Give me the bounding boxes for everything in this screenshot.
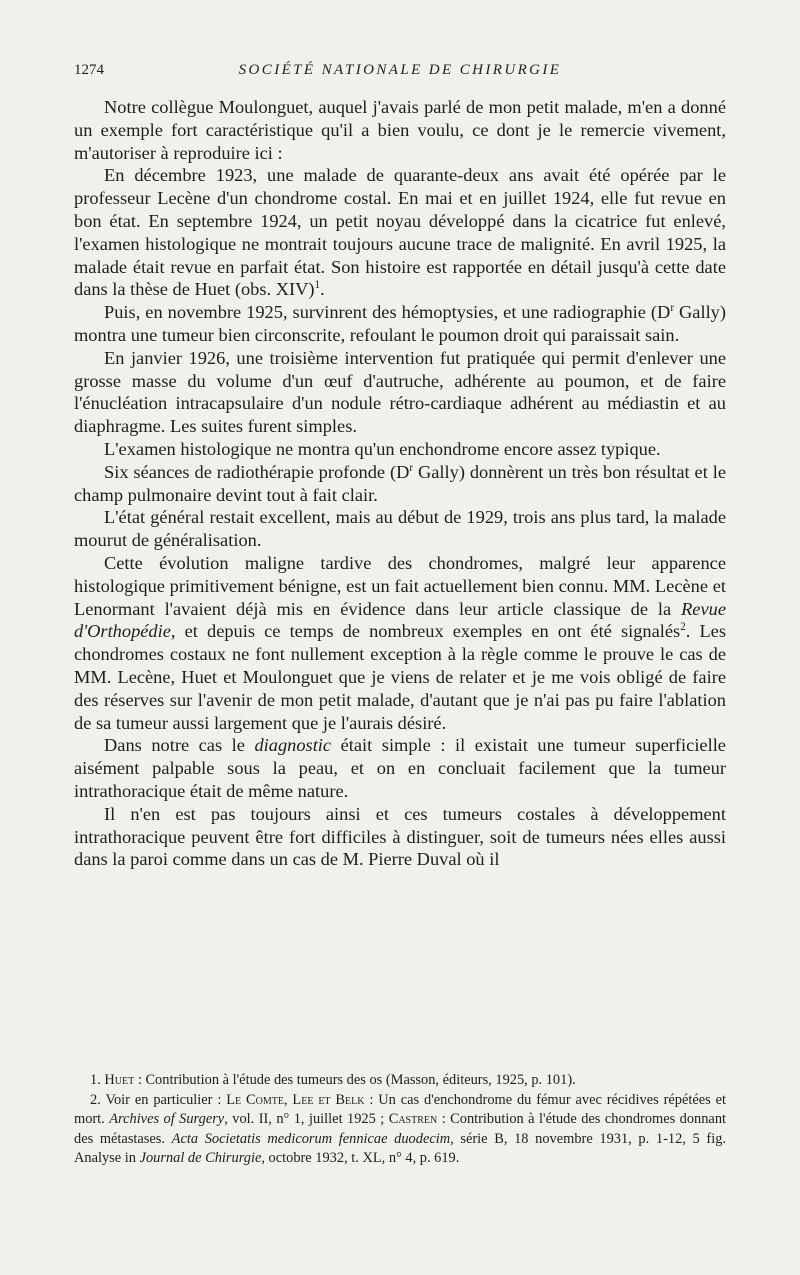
footnote-text: , vol. II, n° 1, juillet 1925 ;	[224, 1111, 385, 1127]
paragraph	[74, 347, 726, 438]
footnote-author: Castren	[388, 1111, 438, 1127]
paragraph	[74, 96, 726, 164]
footnote-text: Voir en particulier :	[105, 1091, 222, 1108]
paragraph-text: L'examen histologique ne montra qu'un enchondrome encore assez typique.	[104, 438, 661, 459]
paragraph-text: En janvier 1926, une troisième intervention fut pratiquée qui permit d'enlever une grosse masse du volume d'un œuf d'autruche, adhérente au poumon, et de faire l'énucléation intracapsulaire d'un nodule rétro-cardiaque adhérent au médiastin et au diaphragme. Les suites furent simples.	[74, 347, 726, 437]
page-number: 1274	[74, 62, 104, 78]
footnote-ref: 2	[680, 621, 686, 634]
paragraph-text: Puis, en novembre 1925, survinrent des hémoptysies, et une radiographie (D	[104, 302, 671, 323]
superscript: r	[670, 302, 675, 315]
paragraph	[74, 461, 726, 507]
paragraph-text: , et depuis ce temps de nombreux exemples en ont été signalés	[170, 621, 681, 642]
footnotes	[74, 1071, 726, 1169]
paragraph-text: Cette évolution maligne tardive des chondromes, malgré leur apparence histologique primitivement bénigne, est un fait actuellement bien connu. MM. Lecène et Lenormant l'avaient déjà mis en évidence dans leur article classique de la	[74, 552, 726, 619]
running-title: SOCIÉTÉ NATIONALE DE CHIRURGIE	[238, 62, 562, 78]
paragraph-text: Dans notre cas le	[104, 735, 245, 756]
paragraph-text: .	[320, 279, 325, 300]
footnote	[74, 1071, 726, 1091]
paragraph	[74, 164, 726, 301]
footnote-ref: 1	[314, 279, 321, 292]
footnote-text: , octobre 1932, t. XL, n° 4, p. 619.	[261, 1150, 460, 1166]
journal-title: Archives of Surgery	[109, 1111, 225, 1127]
footnote-author: Huet	[104, 1072, 135, 1088]
footnote	[74, 1091, 726, 1169]
footnote-text: : Contribution à l'étude des tumeurs des os (Masson, éditeurs, 1925, p. 101).	[137, 1072, 576, 1088]
paragraph	[74, 803, 726, 871]
footnote-text: , série B, 18 novembre 1931, p. 1-12, 5 fig. Analyse in	[74, 1130, 726, 1166]
paragraph	[74, 438, 726, 461]
paragraph	[74, 734, 726, 802]
footnote-text: : Contribution à l'étude des chondromes donnant des métastases.	[74, 1111, 727, 1147]
footnote-number: 1.	[90, 1072, 101, 1088]
journal-title: Revue d'Orthopédie	[74, 598, 726, 642]
paragraph	[74, 552, 726, 734]
emphasis: diagnostic	[254, 735, 332, 756]
paragraph	[74, 506, 726, 552]
footnote-number: 2.	[90, 1091, 101, 1108]
paragraph-text: L'état général restait excellent, mais au début de 1929, trois ans plus tard, la malade mourut de généralisation.	[74, 507, 726, 551]
body-text	[74, 96, 726, 871]
paragraph-text: En décembre 1923, une malade de quarante-deux ans avait été opérée par le professeur Lecène d'un chondrome costal. En mai et en juillet 1924, elle fut revue en bon état. En septembre 1924, un petit noyau développé dans la cicatrice fut enlevé, l'examen histologique ne montrait toujours aucune trace de malignité. En avril 1925, la malade était revue en parfait état. Son histoire est rapportée en détail jusqu'à cette date dans la thèse de Huet (obs. XIV)	[74, 165, 726, 300]
paragraph-text: Il n'en est pas toujours ainsi et ces tumeurs costales à développement intrathoracique peuvent être fort difficiles à distinguer, soit de tumeurs nées elles aussi dans la paroi comme dans un cas de M. Pierre Duval où il	[74, 803, 726, 870]
paragraph-text: Six séances de radiothérapie profonde (D	[104, 461, 410, 482]
footnote-author: Le Comte, Lee et Belk	[226, 1091, 365, 1108]
journal-title: Acta Societatis medicorum fennicae duodecim	[171, 1130, 451, 1147]
journal-title: Journal de Chirurgie	[139, 1150, 262, 1166]
paragraph-text: . Les chondromes costaux ne font nullement exception à la règle comme le prouve le cas de MM. Lecène, Huet et Moulonguet que je viens de relater et je me vois obligé de faire des réserves sur l'avenir de mon petit malade, d'autant que je n'ai pas pu faire l'ablation de sa tumeur aussi largement que je l'aurais désiré.	[74, 621, 726, 733]
footnote-text: : Un cas d'enchondrome du fémur avec récidives répétées et mort.	[74, 1091, 726, 1127]
paragraph-text: Gally) donnèrent un très bon résultat et le champ pulmonaire devint tout à fait clair.	[74, 461, 726, 505]
paragraph-text: Notre collègue Moulonguet, auquel j'avais parlé de mon petit malade, m'en a donné un exemple fort caractéristique qu'il a bien voulu, ce dont je le remercie vivement, m'autoriser à reproduire ici :	[74, 97, 726, 163]
paragraph-text: était simple : il existait une tumeur superficielle aisément palpable sous la peau, et on en concluait facilement que la tumeur intrathoracique était de même nature.	[74, 735, 726, 801]
paragraph-text: Gally) montra une tumeur bien circonscrite, refoulant le poumon droit qui paraissait sain.	[74, 302, 726, 345]
paragraph	[74, 301, 726, 347]
superscript: r	[409, 461, 414, 474]
